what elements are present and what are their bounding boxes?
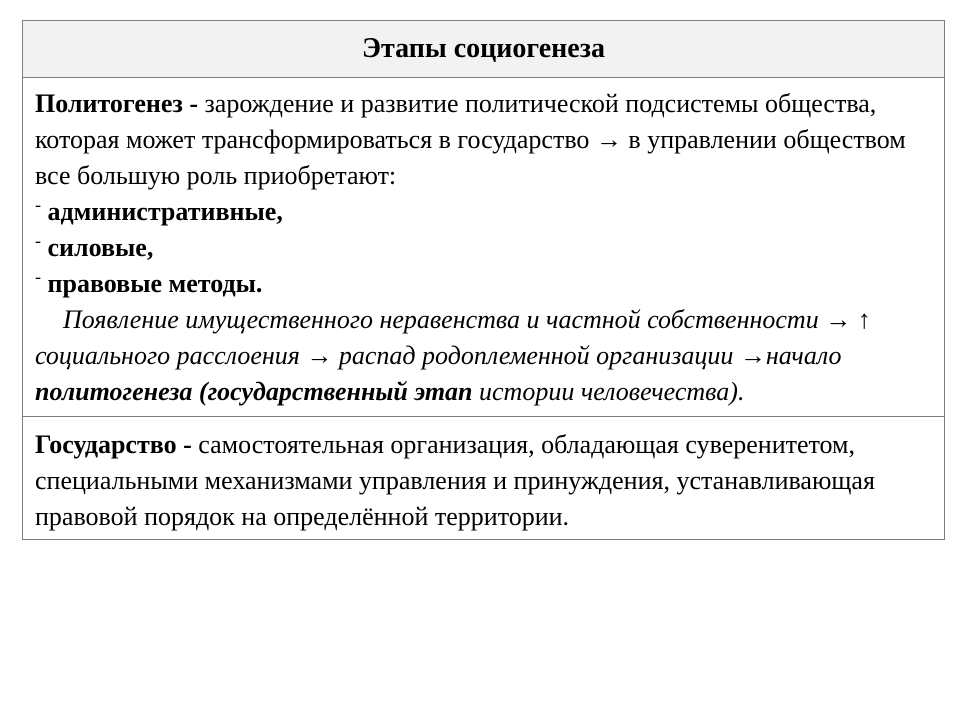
bullet-marker: - [35, 266, 41, 287]
politogenesis-term: Политогенез - [35, 89, 199, 118]
politogenesis-note [35, 302, 932, 410]
state-definition [35, 427, 932, 535]
note-bold-politogenesis: политогенеза [35, 377, 193, 406]
bullet-item-legal [35, 266, 932, 302]
bullet-item-administrative [35, 194, 932, 230]
note-text-3: истории человечества). [472, 377, 745, 406]
note-bold-state-stage: (государственный этап [198, 377, 473, 406]
note-text-1: Появление имущественного неравенства и частной собственности → ↑ социального расслоения → распад родоплеменной организации →начало [35, 305, 871, 370]
politogenesis-definition [35, 86, 932, 194]
politogenesis-cell [23, 78, 945, 417]
bullet-marker: - [35, 194, 41, 215]
state-row [23, 417, 945, 540]
bullet-marker: - [35, 230, 41, 251]
bullet-text: правовые методы. [47, 269, 263, 298]
table-title: Этапы социогенеза [362, 33, 605, 64]
table-header-cell [23, 21, 945, 78]
table-header-row [23, 21, 945, 78]
bullet-text: административные, [47, 197, 283, 226]
bullet-item-force [35, 230, 932, 266]
politogenesis-definition-text: зарождение и развитие политической подсистемы общества, которая может трансформироваться в государство → в управлении обществом все большую роль приобретают: [35, 89, 906, 190]
state-term: Государство - [35, 430, 192, 459]
politogenesis-row [23, 78, 945, 417]
state-definition-text: самостоятельная организация, обладающая суверенитетом, специальными механизмами управления и принуждения, устанавливающая правовой порядок на определённой территории. [35, 430, 875, 531]
state-cell [23, 417, 945, 540]
socio-genesis-table [22, 20, 945, 540]
bullet-text: силовые, [47, 233, 154, 262]
